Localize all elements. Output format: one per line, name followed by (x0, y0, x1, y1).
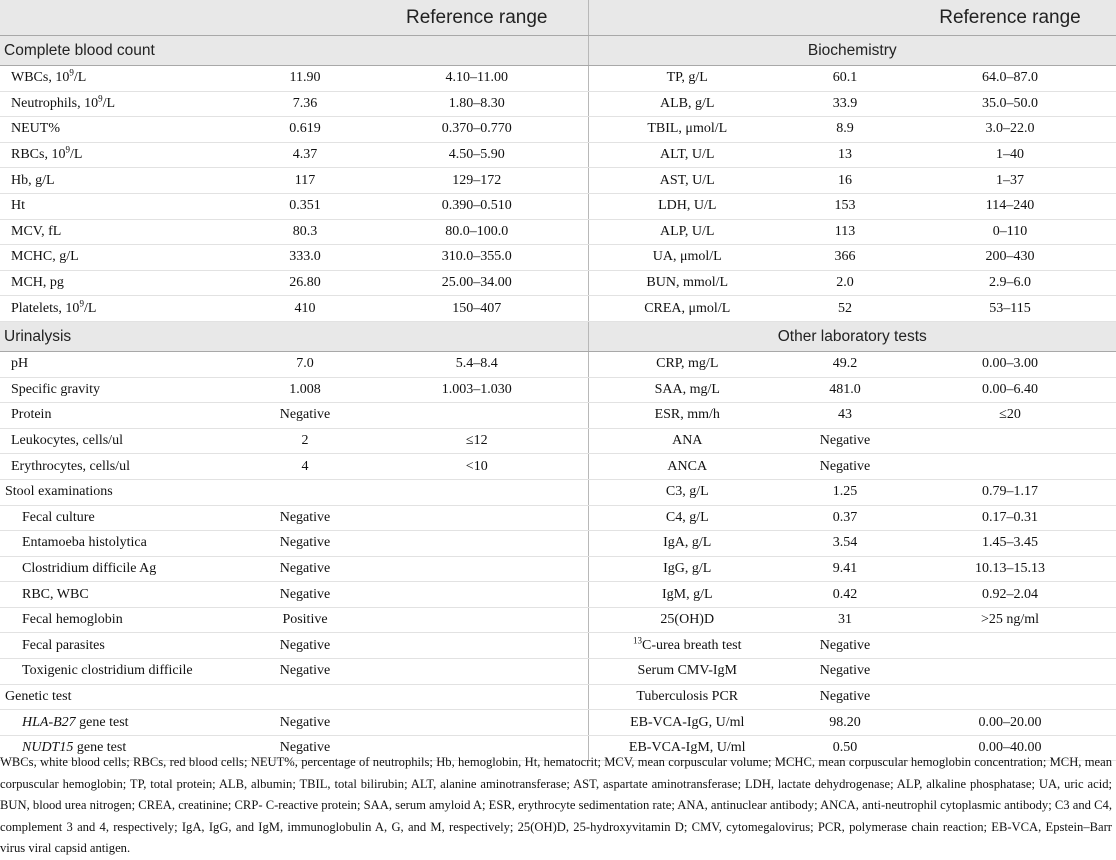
test-value: Negative (244, 633, 366, 659)
section-row-cbc (0, 36, 1116, 66)
header-blank-5 (786, 0, 904, 36)
test-name-unit: /L (73, 70, 87, 86)
test-name-text: RBCs, 10 (11, 147, 66, 163)
test-name-text: CRP, mg/L (656, 356, 719, 372)
header-blank-1 (0, 0, 244, 36)
test-value: 98.20 (786, 710, 904, 736)
test-reference-empty (366, 633, 588, 659)
test-reference: ≤20 (904, 403, 1116, 429)
test-value: Negative (786, 659, 904, 685)
test-name (588, 403, 786, 429)
test-name (0, 193, 244, 219)
test-value: 3.54 (786, 531, 904, 557)
table-row (0, 428, 1116, 454)
test-name: EB-VCA-IgM, U/ml (588, 735, 786, 761)
test-reference-empty (366, 607, 588, 633)
test-name (588, 556, 786, 582)
test-reference: 0.00–3.00 (904, 351, 1116, 377)
test-name: Tuberculosis PCR (588, 684, 786, 710)
test-name: Protein (0, 403, 244, 429)
test-name (588, 454, 786, 480)
test-reference: 0.92–2.04 (904, 582, 1116, 608)
test-name-text: Hb, g/L (11, 172, 55, 188)
test-value: 153 (786, 193, 904, 219)
test-reference-empty (366, 582, 588, 608)
header-reference-range-right: Reference range (904, 0, 1116, 36)
table-row (0, 193, 1116, 219)
test-reference: 4.50–5.90 (366, 142, 588, 168)
test-name-text: Neutrophils, 10 (11, 95, 99, 111)
test-name (0, 168, 244, 194)
table-row (0, 531, 1116, 557)
test-value: 80.3 (244, 219, 366, 245)
test-value: 366 (786, 245, 904, 271)
subsection-title-genetic: Genetic test (0, 684, 588, 710)
test-reference (904, 659, 1116, 685)
test-reference: 3.0–22.0 (904, 117, 1116, 143)
test-reference: 5.4–8.4 (366, 351, 588, 377)
test-value: 60.1 (786, 66, 904, 92)
test-value: 16 (786, 168, 904, 194)
test-name: TP, g/L (588, 66, 786, 92)
test-name: LDH, U/L (588, 193, 786, 219)
test-reference-empty (366, 505, 588, 531)
test-value: Negative (244, 403, 366, 429)
test-name: Leukocytes, cells/ul (0, 428, 244, 454)
test-value: Negative (786, 428, 904, 454)
test-name-text: ANCA (667, 458, 708, 474)
test-value: 0.42 (786, 582, 904, 608)
test-name: RBC, WBC (0, 582, 244, 608)
test-name (0, 66, 244, 92)
test-name: AST, U/L (588, 168, 786, 194)
test-name-superscript: 9 (79, 297, 84, 308)
test-name: Erythrocytes, cells/ul (0, 454, 244, 480)
test-name-text: MCHC, g/L (11, 249, 79, 265)
test-name: EB-VCA-IgG, U/ml (588, 710, 786, 736)
gene-name: NUDT15 (22, 740, 74, 756)
header-blank-4 (588, 0, 786, 36)
test-name (588, 659, 786, 685)
test-name-text: ANA (672, 433, 703, 449)
table-row (0, 117, 1116, 143)
table-row (0, 66, 1116, 92)
test-reference: 0.00–6.40 (904, 377, 1116, 403)
test-reference: 35.0–50.0 (904, 91, 1116, 117)
test-value: Negative (244, 505, 366, 531)
section-title-biochemistry: Biochemistry (588, 36, 1116, 66)
table-row (0, 219, 1116, 245)
test-value: 1.008 (244, 377, 366, 403)
test-name: UA, μmol/L (588, 245, 786, 271)
test-name: ALB, g/L (588, 91, 786, 117)
table-row (0, 633, 1116, 659)
test-value: 26.80 (244, 270, 366, 296)
test-value: 8.9 (786, 117, 904, 143)
test-name (0, 245, 244, 271)
test-name: Fecal hemoglobin (0, 607, 244, 633)
header-blank-2 (244, 0, 366, 36)
test-reference: 114–240 (904, 193, 1116, 219)
test-name (588, 377, 786, 403)
test-name: ALP, U/L (588, 219, 786, 245)
test-value: 117 (244, 168, 366, 194)
section-title-cbc: Complete blood count (0, 36, 588, 66)
test-name (0, 117, 244, 143)
test-name (588, 428, 786, 454)
test-value: 2.0 (786, 270, 904, 296)
test-value: 0.619 (244, 117, 366, 143)
test-reference: 0–110 (904, 219, 1116, 245)
test-name: Entamoeba histolytica (0, 531, 244, 557)
subsection-title-stool: Stool examinations (0, 479, 588, 505)
test-reference: 150–407 (366, 296, 588, 322)
test-reference: 0.17–0.31 (904, 505, 1116, 531)
test-reference: <10 (366, 454, 588, 480)
gene-test-suffix: gene test (75, 714, 129, 730)
gene-test-suffix: gene test (73, 740, 127, 756)
test-reference: 2.9–6.0 (904, 270, 1116, 296)
test-value: 0.351 (244, 193, 366, 219)
test-value: Positive (244, 607, 366, 633)
test-reference: 0.390–0.510 (366, 193, 588, 219)
test-reference-empty (366, 531, 588, 557)
test-reference: 0.00–40.00 (904, 735, 1116, 761)
cbc-section-body (0, 66, 1116, 322)
stool-header-row (0, 479, 1116, 505)
test-value: Negative (244, 710, 366, 736)
test-reference: 0.370–0.770 (366, 117, 588, 143)
table-footnote: WBCs, white blood cells; RBCs, red blood cells; NEUT%, percentage of neutrophils; Hb, hemoglobin, Ht, hematocrit; MCV, mean corpuscular volume; MCHC, mean corpuscular hemoglobin concentration; MCH, mean corpuscular hemoglobin; TP, total protein; ALB, albumin; TBIL, total bilirubin; ALT, alanine aminotransferase; AST, aspartate aminotransferase; LDH, lactate dehydrogenase; ALP, alkaline phosphatase; UA, uric acid; BUN, blood urea nitrogen; CREA, creatinine; CRP- C-reactive protein; SAA, serum amyloid A; ESR, erythrocyte sedimentation rate; ANA, antinuclear antibody; ANCA, anti-neutrophil cytoplasmic antibody; C3 and C4, complement 3 and 4, respectively; IgA, IgG, and IgM, immunoglobulin A, G, and M, respectively; 25(OH)D, 25-hydroxyvitamin D; CMV, cytomegalovirus; PCR, polymerase chain reaction; EB-VCA, Epstein–Barr virus viral capsid antigen. (0, 755, 1112, 855)
test-value: Negative (244, 735, 366, 761)
table-row (0, 245, 1116, 271)
test-name-unit: /L (83, 300, 97, 316)
test-value: 333.0 (244, 245, 366, 271)
test-value: Negative (244, 582, 366, 608)
test-name: BUN, mmol/L (588, 270, 786, 296)
test-reference: 200–430 (904, 245, 1116, 271)
test-name: Fecal parasites (0, 633, 244, 659)
test-name-tail: C-urea breath test (641, 637, 742, 653)
test-reference: 0.00–20.00 (904, 710, 1116, 736)
table-row (0, 91, 1116, 117)
test-name-text: NEUT% (11, 121, 60, 137)
test-reference: 1–37 (904, 168, 1116, 194)
test-value: 4.37 (244, 142, 366, 168)
test-reference (366, 403, 588, 429)
test-value: 33.9 (786, 91, 904, 117)
table-row (0, 607, 1116, 633)
table-row (0, 296, 1116, 322)
table-row (0, 659, 1116, 685)
test-name (588, 582, 786, 608)
section-title-other-tests: Other laboratory tests (588, 321, 1116, 351)
table-row (0, 556, 1116, 582)
test-name (588, 351, 786, 377)
table-row (0, 270, 1116, 296)
test-value: 4 (244, 454, 366, 480)
test-value: 7.0 (244, 351, 366, 377)
test-reference: 64.0–87.0 (904, 66, 1116, 92)
test-reference: 80.0–100.0 (366, 219, 588, 245)
test-value: 0.37 (786, 505, 904, 531)
test-value: 2 (244, 428, 366, 454)
test-value: 49.2 (786, 351, 904, 377)
test-name (0, 91, 244, 117)
test-name: Fecal culture (0, 505, 244, 531)
test-name (588, 505, 786, 531)
test-reference (904, 454, 1116, 480)
test-name-unit: /L (69, 147, 83, 163)
section-title-urinalysis: Urinalysis (0, 321, 588, 351)
test-reference-empty (366, 710, 588, 736)
test-name (0, 219, 244, 245)
test-reference: 25.00–34.00 (366, 270, 588, 296)
test-name-text: C4, g/L (665, 509, 709, 525)
test-reference: 10.13–15.13 (904, 556, 1116, 582)
test-value: Negative (244, 556, 366, 582)
table-header-row (0, 0, 1116, 36)
test-value: 1.25 (786, 479, 904, 505)
test-name-text: ESR, mm/h (654, 407, 720, 423)
table-row (0, 505, 1116, 531)
gene-name: HLA-B27 (22, 714, 76, 730)
test-name (588, 607, 786, 633)
test-name-text: 25(OH)D (660, 612, 715, 628)
test-name-text: IgG, g/L (663, 560, 712, 576)
table-row (0, 403, 1116, 429)
test-name-text: MCV, fL (11, 223, 62, 239)
test-value: 11.90 (244, 66, 366, 92)
test-value: Negative (786, 454, 904, 480)
test-value: 481.0 (786, 377, 904, 403)
test-name: TBIL, μmol/L (588, 117, 786, 143)
test-name (588, 633, 786, 659)
test-name-text: Serum CMV-IgM (637, 663, 737, 679)
test-reference: 310.0–355.0 (366, 245, 588, 271)
test-reference (904, 633, 1116, 659)
test-reference (904, 684, 1116, 710)
test-name-text: MCH, pg (11, 275, 64, 291)
test-name-text: WBCs, 10 (11, 70, 70, 86)
test-value: 31 (786, 607, 904, 633)
test-reference: ≤12 (366, 428, 588, 454)
test-reference: 53–115 (904, 296, 1116, 322)
test-name: pH (0, 351, 244, 377)
genetic-header-row (0, 684, 1116, 710)
test-name-text: Ht (11, 198, 25, 214)
test-name: ALT, U/L (588, 142, 786, 168)
stool-section-body (0, 505, 1116, 684)
section-row-urinalysis (0, 321, 1116, 351)
test-name-text: SAA, mg/L (654, 381, 720, 397)
test-name-superscript: 9 (69, 67, 74, 78)
urinalysis-section-body (0, 351, 1116, 479)
test-name: C3, g/L (588, 479, 786, 505)
test-name: CREA, μmol/L (588, 296, 786, 322)
test-value: 7.36 (244, 91, 366, 117)
test-name-superscript: 9 (65, 144, 70, 155)
test-name-superscript: 13 (632, 635, 642, 646)
test-name: Clostridium difficile Ag (0, 556, 244, 582)
test-reference: 1.45–3.45 (904, 531, 1116, 557)
test-reference (904, 428, 1116, 454)
test-value: 9.41 (786, 556, 904, 582)
test-value: 0.50 (786, 735, 904, 761)
table-row (0, 377, 1116, 403)
test-reference: 1.80–8.30 (366, 91, 588, 117)
test-value: 52 (786, 296, 904, 322)
test-reference: 0.79–1.17 (904, 479, 1116, 505)
test-reference: >25 ng/ml (904, 607, 1116, 633)
test-value: Negative (786, 633, 904, 659)
test-value: 13 (786, 142, 904, 168)
test-reference-empty (366, 659, 588, 685)
table-row (0, 454, 1116, 480)
test-name: Toxigenic clostridium difficile (0, 659, 244, 685)
test-name (588, 531, 786, 557)
test-name-unit: /L (102, 95, 116, 111)
table-row (0, 582, 1116, 608)
test-name-superscript: 9 (98, 93, 103, 104)
test-name-text: Platelets, 10 (11, 300, 80, 316)
table-row (0, 351, 1116, 377)
test-reference: 1–40 (904, 142, 1116, 168)
test-name (0, 142, 244, 168)
test-reference: 4.10–11.00 (366, 66, 588, 92)
test-value: 113 (786, 219, 904, 245)
table-row (0, 142, 1116, 168)
test-name (0, 710, 244, 736)
test-value: 410 (244, 296, 366, 322)
test-value: Negative (244, 659, 366, 685)
test-value: Negative (244, 531, 366, 557)
test-name: Specific gravity (0, 377, 244, 403)
test-reference-empty (366, 556, 588, 582)
test-name-text: IgA, g/L (663, 535, 712, 551)
test-reference: 1.003–1.030 (366, 377, 588, 403)
test-reference: 129–172 (366, 168, 588, 194)
table-row (0, 710, 1116, 736)
test-name (0, 296, 244, 322)
test-value: Negative (786, 684, 904, 710)
test-name-text: IgM, g/L (661, 586, 713, 602)
test-value: 43 (786, 403, 904, 429)
header-reference-range-left: Reference range (366, 0, 588, 36)
table-row (0, 168, 1116, 194)
test-name (0, 270, 244, 296)
